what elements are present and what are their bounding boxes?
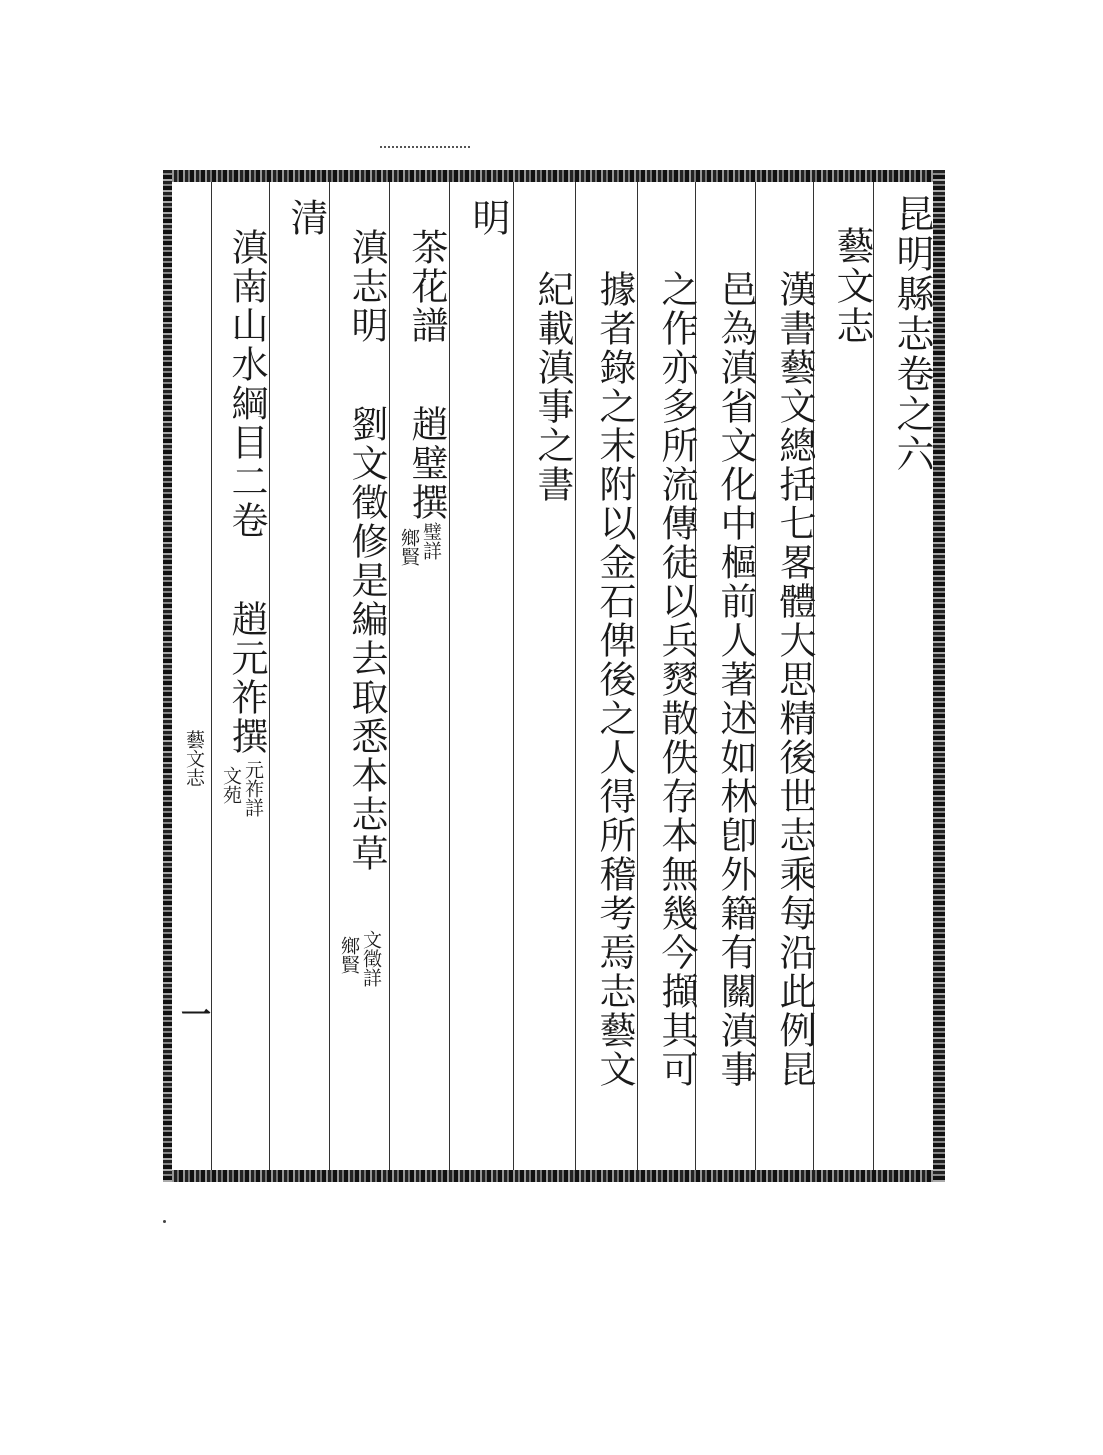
entry-1-note-2: 鄉賢 <box>398 528 420 566</box>
border-left <box>163 170 172 1182</box>
entry-3-author: 趙元祚撰 <box>225 600 268 756</box>
entry-2-author: 劉文徵修是編去取悉本志草 <box>345 405 388 873</box>
entry-1-author: 趙璧撰 <box>405 405 448 522</box>
body-line-3: 之作亦多所流傳徒以兵燹散佚存本無幾今擷其可 <box>655 270 698 1089</box>
gutter-label: 藝文志 <box>183 730 205 787</box>
body-line-2: 邑為滇省文化中樞前人著述如林卽外籍有關滇事 <box>714 270 757 1089</box>
entry-1-note-1: 璧詳 <box>420 522 442 560</box>
dynasty-ming: 明 <box>466 198 510 238</box>
entry-3-book: 滇南山水綱目二卷 <box>225 228 268 540</box>
border-bottom <box>163 1170 945 1182</box>
volume-title: 昆明縣志卷之六 <box>890 194 934 474</box>
body-line-4: 據者錄之末附以金石俾後之人得所稽考焉志藝文 <box>593 270 636 1089</box>
body-line-1: 漢書藝文總括七畧體大思精後世志乘每沿此例昆 <box>773 270 816 1089</box>
body-line-5: 紀載滇事之書 <box>531 270 574 504</box>
entry-2-book: 滇志明 <box>345 228 388 345</box>
entry-2-note-2: 鄉賢 <box>338 936 360 974</box>
page-number: 一 <box>181 998 211 1033</box>
entry-2-note-1: 文徵詳 <box>360 930 382 987</box>
top-mark <box>380 146 470 152</box>
section-heading: 藝文志 <box>830 226 874 346</box>
dynasty-qing: 清 <box>284 198 328 238</box>
scan-speck <box>163 1220 166 1223</box>
border-top <box>163 170 945 182</box>
column-rule <box>513 182 514 1170</box>
entry-3-note-1: 元祚詳 <box>242 760 264 817</box>
column-rule <box>211 182 212 1170</box>
column-rule <box>329 182 330 1170</box>
page-frame <box>163 170 945 1182</box>
entry-3-note-2: 文苑 <box>220 766 242 804</box>
entry-1-book: 茶花譜 <box>405 228 448 345</box>
